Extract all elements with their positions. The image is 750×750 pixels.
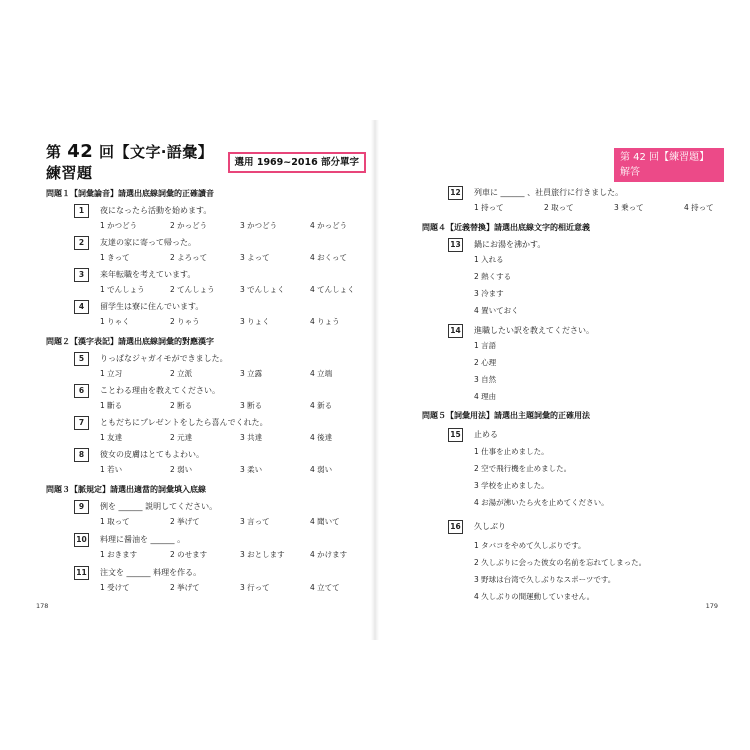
option[interactable]: 3 自然 [474,375,497,384]
option[interactable]: 4 聞いて [310,517,340,526]
stem-7: ともだちにプレゼントをしたら喜んでくれた。 [100,418,268,427]
qnum-6: 6 [74,384,89,398]
option[interactable]: 1 友達 [100,433,123,442]
options-6 [100,400,380,411]
range-badge: 選用 1969~2016 部分單字 [228,152,366,173]
answer-badge[interactable] [614,148,724,193]
options-4 [100,316,380,327]
page-number-left: 178 [36,602,49,610]
section-5-head: 問題５【詞彙用法】請選出主題詞彙的正確用法 [422,411,590,420]
option[interactable]: 2 空で飛行機を止めました。 [474,464,572,473]
option[interactable]: 3 言って [240,517,270,526]
option[interactable]: 2 りゃう [170,317,200,326]
option[interactable]: 2 てんしょう [170,285,215,294]
stem-10: 料理に醤油を ______ 。 [100,535,186,544]
option[interactable]: 2 挙げて [170,583,200,592]
lesson-number: 42 [67,141,94,162]
stem-6: ことわる理由を教えてください。 [100,386,220,395]
option[interactable]: 4 新る [310,401,333,410]
option[interactable]: 1 きって [100,253,130,262]
section-3-head: 問題３【脈規定】請選出適當的詞彙填入底線 [46,485,206,494]
stem-8: 彼女の皮膚はとてもよわい。 [100,450,204,459]
stem-2: 友達の家に寄って帰った。 [100,238,196,247]
options-8 [100,464,380,475]
qnum-3: 3 [74,268,89,282]
stem-3: 来年転職を考えています。 [100,270,196,279]
qnum-8: 8 [74,448,89,462]
stem-4: 留学生は寮に住んでいます。 [100,302,204,311]
option[interactable]: 2 熱くする [474,272,512,281]
option[interactable]: 3 よって [240,253,270,262]
option[interactable]: 1 斷る [100,401,123,410]
option[interactable]: 2 断る [170,401,193,410]
option[interactable]: 2 元達 [170,433,193,442]
option[interactable]: 1 かつどう [100,221,138,230]
option[interactable]: 4 立端 [310,369,333,378]
options-10 [100,549,380,560]
option[interactable]: 3 行って [240,583,270,592]
stem-16: 久しぶり [474,522,506,531]
option[interactable]: 4 お湯が沸いたら火を止めてください。 [474,498,609,507]
qnum-14: 14 [448,324,463,338]
option[interactable]: 3 立露 [240,369,263,378]
option[interactable]: 4 後達 [310,433,333,442]
option[interactable]: 4 てんしょく [310,285,355,294]
qnum-1: 1 [74,204,89,218]
page-gutter [371,120,379,640]
qnum-10: 10 [74,533,89,547]
page-number-right: 179 [705,602,718,610]
qnum-16: 16 [448,520,463,534]
option[interactable]: 4 かけます [310,550,348,559]
option[interactable]: 1 若い [100,465,123,474]
option[interactable]: 4 久しぶりの間運動していません。 [474,592,595,601]
options-11 [100,582,380,593]
option[interactable]: 4 置いておく [474,306,519,315]
option[interactable]: 3 かつどう [240,221,278,230]
option[interactable]: 2 弱い [170,465,193,474]
option[interactable]: 1 取って [100,517,130,526]
option[interactable]: 1 でんしょう [100,285,145,294]
option[interactable]: 1 受けて [100,583,130,592]
option[interactable]: 1 言語 [474,341,497,350]
option[interactable]: 2 かっどう [170,221,208,230]
stem-5: りっぱなジャガイモができました。 [100,354,228,363]
stem-15: 止める [474,430,498,439]
stem-11: 注文を ______ 料理を作る。 [100,568,202,577]
option[interactable]: 4 理由 [474,392,497,401]
option[interactable]: 3 柔い [240,465,263,474]
option[interactable]: 1 仕事を止めました。 [474,447,549,456]
qnum-9: 9 [74,500,89,514]
option[interactable]: 3 おとします [240,550,285,559]
qnum-11: 11 [74,566,89,580]
option[interactable]: 1 立习 [100,369,123,378]
option[interactable]: 3 共達 [240,433,263,442]
option[interactable]: 1 おきます [100,550,138,559]
option[interactable]: 2 取って [544,203,574,212]
option[interactable]: 3 冷ます [474,289,504,298]
section-2-head: 問題２【漢字表記】請選出底線詞彙的對應漢字 [46,337,214,346]
option[interactable]: 3 りょく [240,317,270,326]
option[interactable]: 2 挙げて [170,517,200,526]
option[interactable]: 2 立派 [170,369,193,378]
stem-1: 夜になったら活動を始めます。 [100,206,212,215]
option[interactable]: 1 りゃく [100,317,130,326]
qnum-2: 2 [74,236,89,250]
option[interactable]: 2 心理 [474,358,497,367]
options-12 [474,202,750,213]
qnum-13: 13 [448,238,463,252]
section-1-head: 問題１【詞彙論音】請選出底線詞彙的正確讀音 [46,189,214,198]
stem-13: 鍋にお湯を沸かす。 [474,240,546,249]
option[interactable]: 3 断る [240,401,263,410]
answer-badge-line1: 第 42 回【練習題】解答 [620,152,710,178]
option[interactable]: 4 弱い [310,465,333,474]
stem-9: 例を ______ 説明してください。 [100,502,218,511]
options-7 [100,432,380,443]
right-page [384,140,724,620]
option[interactable]: 1 持って [474,203,504,212]
options-5 [100,368,380,379]
option[interactable]: 4 立てて [310,583,340,592]
option[interactable]: 4 持って [684,203,714,212]
title-row [46,141,366,182]
option[interactable]: 1 入れる [474,255,504,264]
option[interactable]: 1 タバコをやめて久しぶりです。 [474,541,586,550]
qnum-4: 4 [74,300,89,314]
options-2 [100,252,380,263]
option[interactable]: 3 乗って [614,203,644,212]
option[interactable]: 4 かっどう [310,221,348,230]
option[interactable]: 2 のせます [170,550,208,559]
qnum-7: 7 [74,416,89,430]
stem-14: 進職したい訳を教えてください。 [474,326,594,335]
option[interactable]: 2 よろって [170,253,208,262]
option[interactable]: 3 学校を止めました。 [474,481,549,490]
qnum-12: 12 [448,186,463,200]
section-4-head: 問題４【近義替換】請選出底線文字的相近意義 [422,223,590,232]
option[interactable]: 4 りょう [310,317,340,326]
options-3 [100,284,380,295]
answer-badge-line2: p 264 [620,182,649,193]
option[interactable]: 4 おくって [310,253,348,262]
qnum-5: 5 [74,352,89,366]
qnum-15: 15 [448,428,463,442]
options-1 [100,220,380,231]
option[interactable]: 3 野球は台湾で久しぶりなスポーツです。 [474,575,616,584]
page-title: 第 42 回【文字‧語彙】練習題 [46,141,214,182]
option[interactable]: 3 でんしょく [240,285,285,294]
options-9 [100,516,380,527]
left-page [36,140,366,620]
stem-12: 列車に ______ 、社員旅行に行きました。 [474,188,624,197]
option[interactable]: 2 久しぶりに会った彼女の名前を忘れてしまった。 [474,558,647,567]
